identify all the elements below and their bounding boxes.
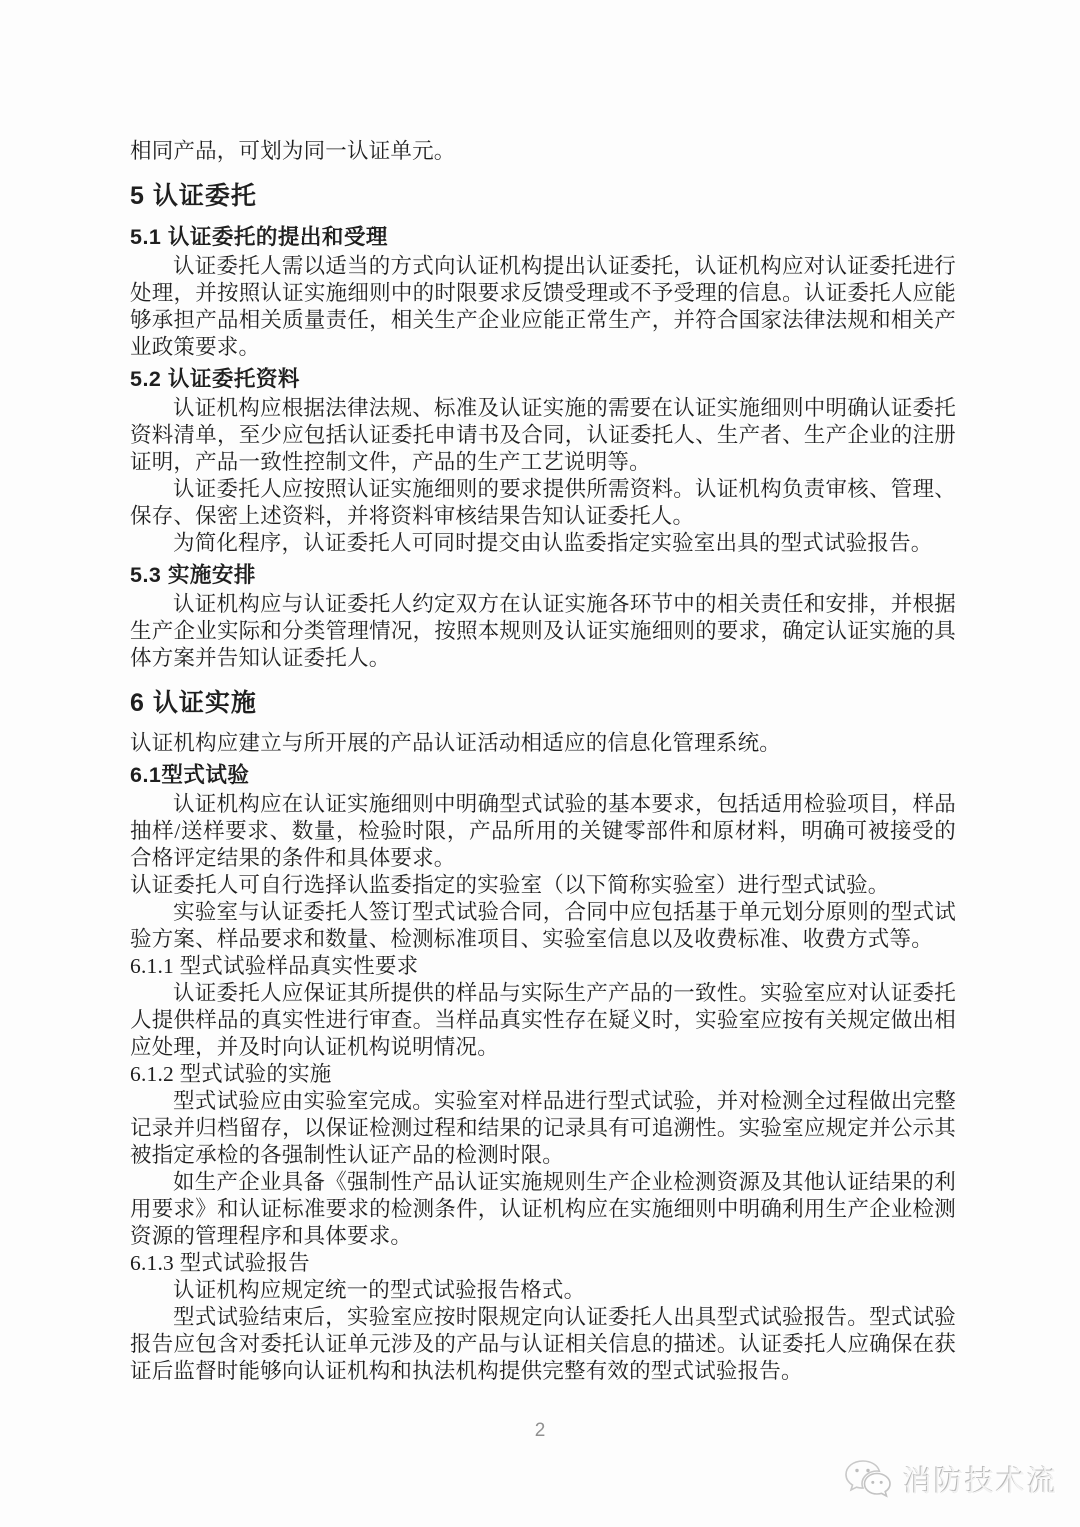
subsection-heading-6-1: 6.1型式试验	[130, 763, 250, 787]
body-paragraph: 认证委托人需以适当的方式向认证机构提出认证委托，认证机构应对认证委托进行处理，并按照认证实施细则中的时限要求反馈受理或不予受理的信息。认证委托人应能够承担产品相关质量责任，相关生产企业应能正常生产，并符合国家法律法规和相关产业政策要求。	[130, 254, 956, 359]
body-paragraph: 认证机构应建立与所开展的产品认证活动相适应的信息化管理系统。	[130, 731, 782, 755]
body-paragraph: 认证机构应规定统一的型式试验报告格式。	[173, 1278, 586, 1302]
page-number: 2	[534, 1420, 546, 1441]
clause-heading-6-1-1: 6.1.1 型式试验样品真实性要求	[130, 954, 419, 978]
body-paragraph: 为简化程序，认证委托人可同时提交由认监委指定实验室出具的型式试验报告。	[173, 531, 933, 555]
body-paragraph: 实验室与认证委托人签订型式试验合同，合同中应包括基于单元划分原则的型式试验方案、样品要求和数量、检测标准项目、实验室信息以及收费标准、收费方式等。	[130, 900, 956, 951]
body-paragraph: 如生产企业具备《强制性产品认证实施规则生产企业检测资源及其他认证结果的利用要求》和认证标准要求的检测条件，认证机构应在实施细则中明确利用生产企业检测资源的管理程序和具体要求。	[130, 1170, 956, 1248]
body-paragraph: 认证机构应在认证实施细则中明确型式试验的基本要求，包括适用检验项目，样品抽样/送样要求、数量，检验时限，产品所用的关键零部件和原材料，明确可被接受的合格评定结果的条件和具体要求。	[130, 792, 956, 870]
wechat-icon	[843, 1457, 895, 1501]
body-paragraph: 认证委托人可自行选择认监委指定的实验室（以下简称实验室）进行型式试验。	[130, 873, 890, 897]
clause-heading-6-1-3: 6.1.3 型式试验报告	[130, 1251, 310, 1275]
section-heading-5: 5 认证委托	[130, 182, 257, 210]
watermark	[843, 1457, 1058, 1501]
subsection-heading-5-3: 5.3 实施安排	[130, 563, 256, 587]
watermark-label: 消防技术流	[902, 1465, 1058, 1498]
body-paragraph: 认证机构应与认证委托人约定双方在认证实施各环节中的相关责任和安排，并根据生产企业实际和分类管理情况，按照本规则及认证实施细则的要求，确定认证实施的具体方案并告知认证委托人。	[130, 592, 956, 670]
body-paragraph: 型式试验结束后，实验室应按时限规定向认证委托人出具型式试验报告。型式试验报告应包含对委托认证单元涉及的产品与认证相关信息的描述。认证委托人应确保在获证后监督时能够向认证机构和执法机构提供完整有效的型式试验报告。	[130, 1305, 956, 1383]
body-paragraph: 型式试验应由实验室完成。实验室对样品进行型式试验，并对检测全过程做出完整记录并归档留存，以保证检测过程和结果的记录具有可追溯性。实验室应规定并公示其被指定承检的各强制性认证产品的检测时限。	[130, 1089, 956, 1167]
document-page	[130, 138, 956, 1385]
body-paragraph: 认证委托人应按照认证实施细则的要求提供所需资料。认证机构负责审核、管理、保存、保密上述资料，并将资料审核结果告知认证委托人。	[130, 477, 956, 528]
body-paragraph: 认证委托人应保证其所提供的样品与实际生产产品的一致性。实验室应对认证委托人提供样品的真实性进行审查。当样品真实性存在疑义时，实验室应按有关规定做出相应处理，并及时向认证机构说明情况。	[130, 981, 956, 1059]
clause-heading-6-1-2: 6.1.2 型式试验的实施	[130, 1062, 332, 1086]
section-heading-6: 6 认证实施	[130, 689, 257, 717]
subsection-heading-5-1: 5.1 认证委托的提出和受理	[130, 225, 388, 249]
body-paragraph: 认证机构应根据法律法规、标准及认证实施的需要在认证实施细则中明确认证委托资料清单，至少应包括认证委托申请书及合同，认证委托人、生产者、生产企业的注册证明，产品一致性控制文件，产品的生产工艺说明等。	[130, 396, 956, 474]
paragraph-continuation: 相同产品，可划为同一认证单元。	[130, 139, 456, 163]
subsection-heading-5-2: 5.2 认证委托资料	[130, 367, 300, 391]
